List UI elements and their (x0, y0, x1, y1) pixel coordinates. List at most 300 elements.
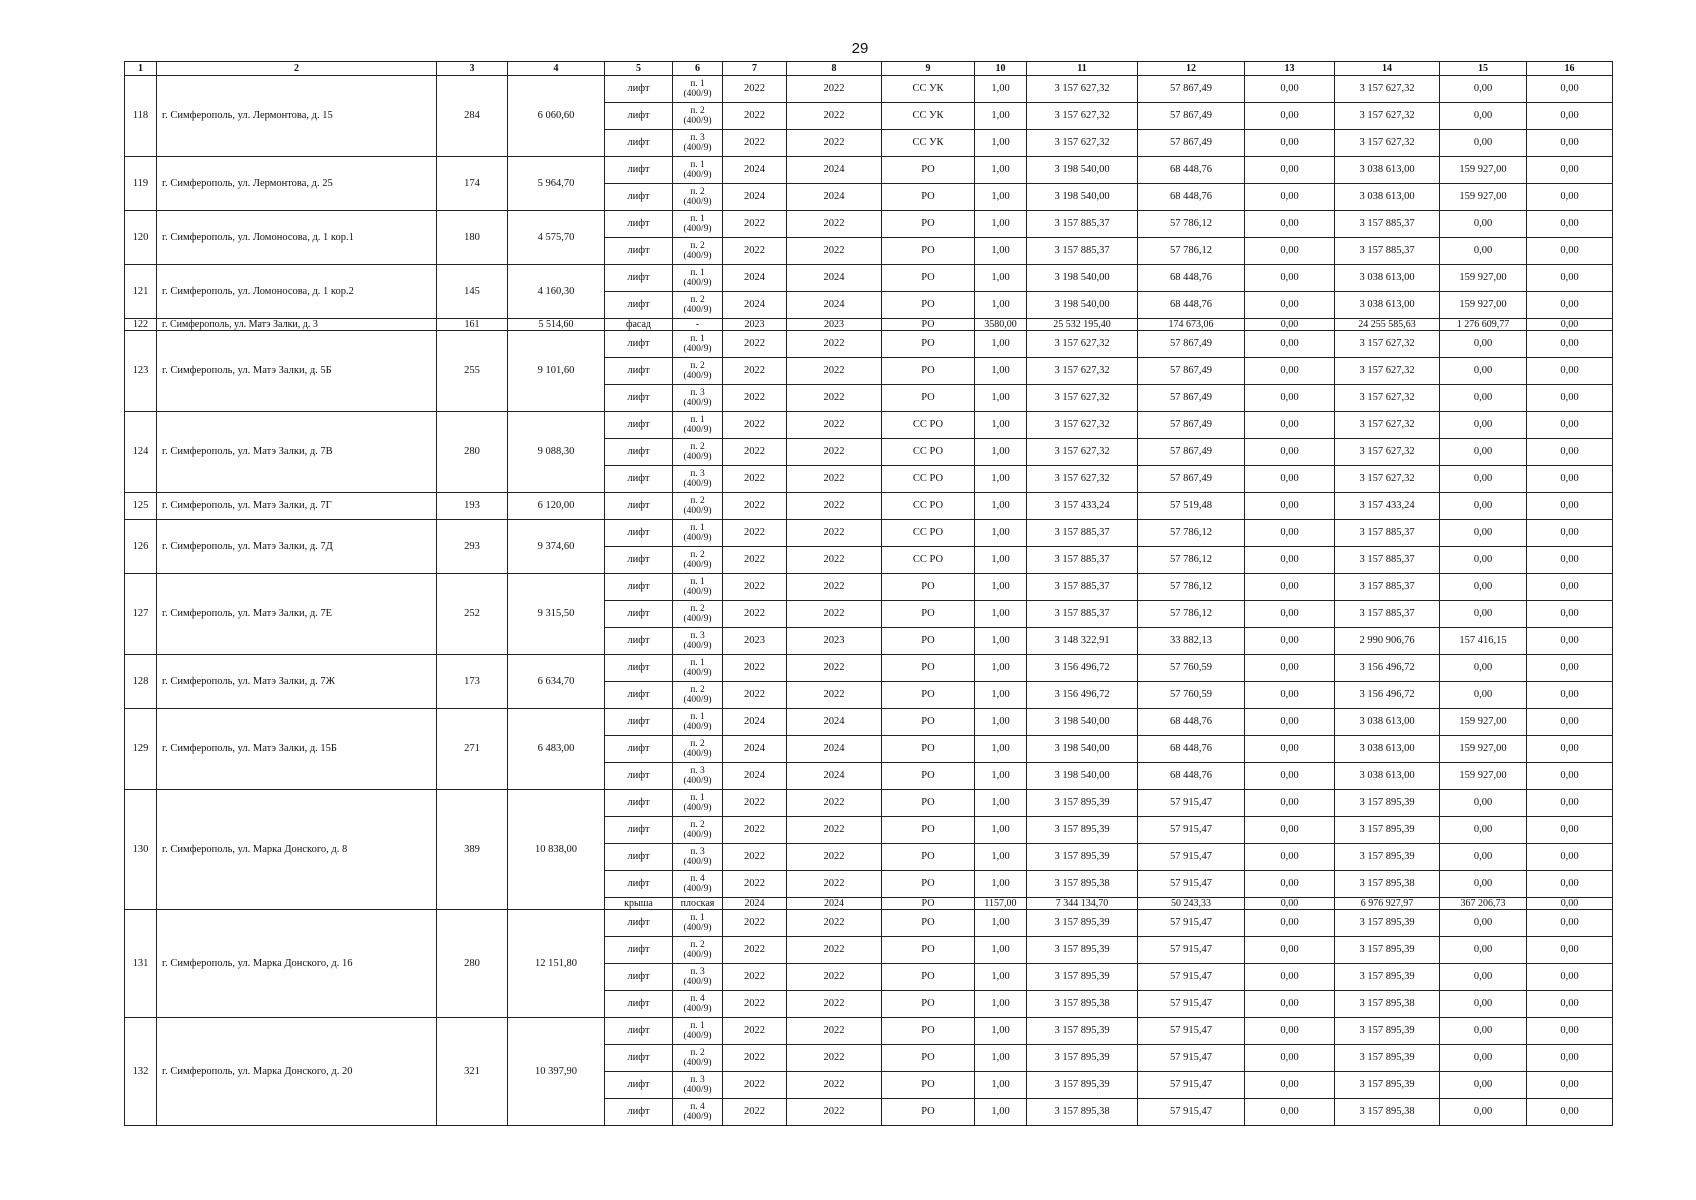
value-cell-9: РО (882, 292, 975, 319)
column-number-row (125, 62, 1613, 76)
entrance-number: п. 3 (690, 766, 705, 776)
value-cell-8: 2022 (787, 1072, 882, 1099)
value-cell-7: 2022 (723, 385, 787, 412)
table-row (125, 319, 1613, 331)
value-cell-16: 0,00 (1527, 1072, 1613, 1099)
value-cell-7: 2022 (723, 520, 787, 547)
work-type-cell: лифт (605, 103, 673, 130)
value-cell-14: 3 157 895,39 (1335, 1072, 1440, 1099)
work-type-cell: лифт (605, 358, 673, 385)
value-cell-9: РО (882, 1072, 975, 1099)
value-cell-7: 2022 (723, 844, 787, 871)
building-address-cell: г. Симферополь, ул. Матэ Залки, д. 7Д (157, 520, 437, 574)
building-number-cell: 125 (125, 493, 157, 520)
entrance-number: плоская (680, 897, 715, 909)
value-cell-16: 0,00 (1527, 157, 1613, 184)
value-cell-11: 3 157 627,32 (1027, 331, 1138, 358)
value-cell-8: 2024 (787, 898, 882, 910)
value-cell-12: 50 243,33 (1138, 898, 1245, 910)
value-cell-15: 0,00 (1440, 844, 1527, 871)
column-header: 12 (1138, 62, 1245, 76)
value-cell-8: 2024 (787, 736, 882, 763)
value-cell-12: 33 882,13 (1138, 628, 1245, 655)
work-type-cell: лифт (605, 844, 673, 871)
work-type-cell: лифт (605, 130, 673, 157)
work-type-cell: лифт (605, 709, 673, 736)
area-cell: 12 151,80 (508, 910, 605, 1018)
value-cell-13: 0,00 (1245, 1018, 1335, 1045)
value-cell-14: 3 038 613,00 (1335, 736, 1440, 763)
entrance-cell (673, 184, 723, 211)
entrance-cell (673, 709, 723, 736)
value-cell-8: 2022 (787, 439, 882, 466)
value-cell-14: 3 038 613,00 (1335, 184, 1440, 211)
value-cell-16: 0,00 (1527, 601, 1613, 628)
entrance-cell (673, 493, 723, 520)
value-cell-9: РО (882, 898, 975, 910)
value-cell-11: 3 157 627,32 (1027, 412, 1138, 439)
value-cell-10: 1,00 (975, 964, 1027, 991)
entrance-number: п. 2 (690, 442, 705, 452)
entrance-number: п. 2 (690, 940, 705, 950)
value-cell-8: 2022 (787, 238, 882, 265)
value-cell-11: 3 157 895,39 (1027, 964, 1138, 991)
apartments-cell: 280 (437, 910, 508, 1018)
entrance-number: п. 1 (690, 415, 705, 425)
value-cell-16: 0,00 (1527, 412, 1613, 439)
work-type-cell: лифт (605, 790, 673, 817)
value-cell-12: 68 448,76 (1138, 157, 1245, 184)
value-cell-15: 159 927,00 (1440, 736, 1527, 763)
value-cell-16: 0,00 (1527, 844, 1613, 871)
entrance-cell (673, 898, 723, 910)
value-cell-8: 2022 (787, 385, 882, 412)
entrance-number: п. 2 (690, 295, 705, 305)
value-cell-7: 2022 (723, 871, 787, 898)
value-cell-16: 0,00 (1527, 466, 1613, 493)
entrance-cell (673, 655, 723, 682)
value-cell-8: 2024 (787, 709, 882, 736)
table-row (125, 157, 1613, 184)
value-cell-12: 57 915,47 (1138, 937, 1245, 964)
value-cell-9: РО (882, 211, 975, 238)
value-cell-9: РО (882, 601, 975, 628)
value-cell-7: 2024 (723, 157, 787, 184)
value-cell-13: 0,00 (1245, 682, 1335, 709)
value-cell-10: 1157,00 (975, 898, 1027, 910)
value-cell-16: 0,00 (1527, 898, 1613, 910)
area-cell: 6 120,00 (508, 493, 605, 520)
building-address-cell: г. Симферополь, ул. Матэ Залки, д. 15Б (157, 709, 437, 790)
value-cell-15: 0,00 (1440, 871, 1527, 898)
building-address-cell: г. Симферополь, ул. Марка Донского, д. 16 (157, 910, 437, 1018)
entrance-spec: (400/9) (683, 587, 712, 597)
value-cell-11: 3 157 895,39 (1027, 1018, 1138, 1045)
entrance-cell (673, 265, 723, 292)
table-row (125, 910, 1613, 937)
value-cell-11: 3 156 496,72 (1027, 682, 1138, 709)
value-cell-16: 0,00 (1527, 76, 1613, 103)
value-cell-14: 3 157 895,38 (1335, 871, 1440, 898)
value-cell-16: 0,00 (1527, 871, 1613, 898)
building-address-cell: г. Симферополь, ул. Марка Донского, д. 20 (157, 1018, 437, 1126)
building-address-cell: г. Симферополь, ул. Матэ Залки, д. 5Б (157, 331, 437, 412)
entrance-cell (673, 1072, 723, 1099)
value-cell-11: 3 198 540,00 (1027, 157, 1138, 184)
value-cell-11: 3 157 627,32 (1027, 130, 1138, 157)
value-cell-11: 3 157 885,37 (1027, 520, 1138, 547)
building-number-cell: 122 (125, 319, 157, 331)
entrance-spec: (400/9) (683, 479, 712, 489)
value-cell-7: 2022 (723, 130, 787, 157)
value-cell-10: 1,00 (975, 466, 1027, 493)
column-header: 16 (1527, 62, 1613, 76)
value-cell-8: 2022 (787, 547, 882, 574)
building-address-cell: г. Симферополь, ул. Лермонтова, д. 25 (157, 157, 437, 211)
entrance-spec: (400/9) (683, 722, 712, 732)
value-cell-13: 0,00 (1245, 520, 1335, 547)
value-cell-11: 3 157 895,39 (1027, 1072, 1138, 1099)
apartments-cell: 280 (437, 412, 508, 493)
entrance-spec: (400/9) (683, 533, 712, 543)
value-cell-16: 0,00 (1527, 103, 1613, 130)
value-cell-15: 0,00 (1440, 817, 1527, 844)
value-cell-12: 57 915,47 (1138, 1099, 1245, 1126)
value-cell-11: 3 198 540,00 (1027, 709, 1138, 736)
entrance-spec: (400/9) (683, 923, 712, 933)
value-cell-9: РО (882, 937, 975, 964)
value-cell-15: 0,00 (1440, 439, 1527, 466)
value-cell-15: 0,00 (1440, 103, 1527, 130)
value-cell-16: 0,00 (1527, 790, 1613, 817)
work-type-cell: лифт (605, 1072, 673, 1099)
value-cell-12: 57 786,12 (1138, 520, 1245, 547)
value-cell-14: 3 157 895,39 (1335, 790, 1440, 817)
value-cell-11: 3 157 895,39 (1027, 790, 1138, 817)
area-cell: 6 483,00 (508, 709, 605, 790)
value-cell-15: 0,00 (1440, 790, 1527, 817)
entrance-spec: (400/9) (683, 371, 712, 381)
value-cell-15: 0,00 (1440, 358, 1527, 385)
entrance-cell (673, 844, 723, 871)
entrance-spec: (400/9) (683, 452, 712, 462)
work-type-cell: лифт (605, 211, 673, 238)
entrance-cell (673, 964, 723, 991)
value-cell-11: 3 157 885,37 (1027, 211, 1138, 238)
value-cell-16: 0,00 (1527, 655, 1613, 682)
value-cell-15: 0,00 (1440, 130, 1527, 157)
value-cell-14: 3 157 895,39 (1335, 910, 1440, 937)
entrance-spec: (400/9) (683, 695, 712, 705)
work-type-cell: фасад (605, 319, 673, 331)
value-cell-8: 2024 (787, 763, 882, 790)
value-cell-11: 3 157 885,37 (1027, 547, 1138, 574)
value-cell-15: 0,00 (1440, 682, 1527, 709)
value-cell-13: 0,00 (1245, 1072, 1335, 1099)
table-header (125, 62, 1613, 76)
value-cell-8: 2024 (787, 157, 882, 184)
value-cell-10: 1,00 (975, 790, 1027, 817)
value-cell-14: 3 038 613,00 (1335, 157, 1440, 184)
value-cell-14: 24 255 585,63 (1335, 319, 1440, 331)
table-row (125, 790, 1613, 817)
value-cell-8: 2022 (787, 130, 882, 157)
value-cell-14: 3 157 627,32 (1335, 358, 1440, 385)
entrance-cell (673, 331, 723, 358)
value-cell-9: РО (882, 1099, 975, 1126)
value-cell-12: 57 915,47 (1138, 790, 1245, 817)
value-cell-10: 1,00 (975, 937, 1027, 964)
value-cell-9: РО (882, 628, 975, 655)
value-cell-12: 57 915,47 (1138, 817, 1245, 844)
value-cell-10: 1,00 (975, 574, 1027, 601)
value-cell-10: 1,00 (975, 736, 1027, 763)
work-type-cell: лифт (605, 292, 673, 319)
work-type-cell: лифт (605, 682, 673, 709)
value-cell-8: 2023 (787, 319, 882, 331)
entrance-cell (673, 466, 723, 493)
value-cell-16: 0,00 (1527, 319, 1613, 331)
value-cell-9: РО (882, 817, 975, 844)
value-cell-11: 3 157 885,37 (1027, 238, 1138, 265)
work-type-cell: лифт (605, 265, 673, 292)
value-cell-11: 3 198 540,00 (1027, 292, 1138, 319)
entrance-spec: (400/9) (683, 89, 712, 99)
value-cell-14: 2 990 906,76 (1335, 628, 1440, 655)
value-cell-7: 2022 (723, 1099, 787, 1126)
value-cell-16: 0,00 (1527, 574, 1613, 601)
work-type-cell: лифт (605, 493, 673, 520)
value-cell-8: 2022 (787, 844, 882, 871)
work-type-cell: лифт (605, 763, 673, 790)
value-cell-13: 0,00 (1245, 898, 1335, 910)
column-header: 13 (1245, 62, 1335, 76)
area-cell: 10 838,00 (508, 790, 605, 910)
value-cell-13: 0,00 (1245, 412, 1335, 439)
value-cell-9: СС РО (882, 439, 975, 466)
entrance-number: п. 1 (690, 334, 705, 344)
entrance-number: п. 2 (690, 1048, 705, 1058)
table-row (125, 574, 1613, 601)
work-type-cell: лифт (605, 736, 673, 763)
value-cell-13: 0,00 (1245, 319, 1335, 331)
value-cell-7: 2022 (723, 601, 787, 628)
value-cell-13: 0,00 (1245, 964, 1335, 991)
value-cell-7: 2022 (723, 466, 787, 493)
value-cell-9: РО (882, 1018, 975, 1045)
value-cell-7: 2022 (723, 991, 787, 1018)
entrance-cell (673, 319, 723, 331)
value-cell-8: 2022 (787, 466, 882, 493)
entrance-spec: (400/9) (683, 197, 712, 207)
value-cell-15: 367 206,73 (1440, 898, 1527, 910)
value-cell-15: 0,00 (1440, 964, 1527, 991)
entrance-cell (673, 574, 723, 601)
apartments-cell: 293 (437, 520, 508, 574)
building-number-cell: 128 (125, 655, 157, 709)
entrance-spec: (400/9) (683, 425, 712, 435)
value-cell-9: РО (882, 709, 975, 736)
value-cell-9: РО (882, 736, 975, 763)
value-cell-11: 3 157 895,39 (1027, 844, 1138, 871)
entrance-number: п. 2 (690, 496, 705, 506)
value-cell-16: 0,00 (1527, 265, 1613, 292)
value-cell-13: 0,00 (1245, 439, 1335, 466)
column-header: 11 (1027, 62, 1138, 76)
area-cell: 5 964,70 (508, 157, 605, 211)
entrance-spec: (400/9) (683, 278, 712, 288)
work-type-cell: лифт (605, 157, 673, 184)
building-number-cell: 132 (125, 1018, 157, 1126)
value-cell-10: 1,00 (975, 1072, 1027, 1099)
area-cell: 4 575,70 (508, 211, 605, 265)
value-cell-8: 2022 (787, 358, 882, 385)
value-cell-12: 57 760,59 (1138, 655, 1245, 682)
entrance-cell (673, 1045, 723, 1072)
value-cell-10: 1,00 (975, 655, 1027, 682)
value-cell-15: 0,00 (1440, 547, 1527, 574)
entrance-number: п. 4 (690, 1102, 705, 1112)
entrance-number: п. 1 (690, 1021, 705, 1031)
value-cell-12: 57 786,12 (1138, 238, 1245, 265)
value-cell-10: 1,00 (975, 385, 1027, 412)
value-cell-15: 0,00 (1440, 520, 1527, 547)
area-cell: 9 374,60 (508, 520, 605, 574)
value-cell-7: 2024 (723, 763, 787, 790)
entrance-spec: (400/9) (683, 614, 712, 624)
building-number-cell: 123 (125, 331, 157, 412)
value-cell-10: 1,00 (975, 682, 1027, 709)
value-cell-14: 3 157 895,38 (1335, 991, 1440, 1018)
entrance-cell (673, 238, 723, 265)
apartments-cell: 252 (437, 574, 508, 655)
apartments-cell: 389 (437, 790, 508, 910)
value-cell-14: 3 157 895,39 (1335, 964, 1440, 991)
value-cell-13: 0,00 (1245, 1099, 1335, 1126)
value-cell-7: 2022 (723, 964, 787, 991)
value-cell-14: 3 157 627,32 (1335, 103, 1440, 130)
work-type-cell: лифт (605, 655, 673, 682)
value-cell-13: 0,00 (1245, 157, 1335, 184)
value-cell-12: 57 867,49 (1138, 331, 1245, 358)
building-address-cell: г. Симферополь, ул. Матэ Залки, д. 7Г (157, 493, 437, 520)
value-cell-10: 1,00 (975, 817, 1027, 844)
value-cell-9: РО (882, 871, 975, 898)
entrance-number: п. 1 (690, 160, 705, 170)
value-cell-11: 3 157 627,32 (1027, 466, 1138, 493)
entrance-number: п. 2 (690, 187, 705, 197)
value-cell-14: 3 157 895,39 (1335, 1045, 1440, 1072)
value-cell-12: 57 915,47 (1138, 871, 1245, 898)
value-cell-7: 2022 (723, 211, 787, 238)
value-cell-16: 0,00 (1527, 520, 1613, 547)
work-type-cell: лифт (605, 628, 673, 655)
value-cell-7: 2022 (723, 1045, 787, 1072)
value-cell-12: 68 448,76 (1138, 763, 1245, 790)
value-cell-12: 57 915,47 (1138, 844, 1245, 871)
value-cell-9: РО (882, 763, 975, 790)
value-cell-11: 3 157 895,38 (1027, 991, 1138, 1018)
work-type-cell: лифт (605, 937, 673, 964)
value-cell-7: 2022 (723, 331, 787, 358)
entrance-spec: (400/9) (683, 857, 712, 867)
value-cell-9: РО (882, 319, 975, 331)
value-cell-9: РО (882, 265, 975, 292)
page-number: 29 (851, 40, 869, 57)
value-cell-13: 0,00 (1245, 331, 1335, 358)
value-cell-8: 2022 (787, 682, 882, 709)
value-cell-11: 3 157 895,38 (1027, 1099, 1138, 1126)
entrance-number: п. 4 (690, 994, 705, 1004)
value-cell-10: 1,00 (975, 547, 1027, 574)
value-cell-15: 0,00 (1440, 76, 1527, 103)
value-cell-9: СС УК (882, 130, 975, 157)
value-cell-15: 0,00 (1440, 1045, 1527, 1072)
value-cell-10: 1,00 (975, 601, 1027, 628)
value-cell-13: 0,00 (1245, 238, 1335, 265)
value-cell-7: 2022 (723, 1018, 787, 1045)
entrance-cell (673, 1099, 723, 1126)
value-cell-14: 3 157 885,37 (1335, 520, 1440, 547)
value-cell-14: 3 038 613,00 (1335, 292, 1440, 319)
value-cell-16: 0,00 (1527, 991, 1613, 1018)
column-header: 10 (975, 62, 1027, 76)
value-cell-7: 2022 (723, 547, 787, 574)
work-type-cell: крыша (605, 898, 673, 910)
value-cell-13: 0,00 (1245, 103, 1335, 130)
entrance-spec: (400/9) (683, 830, 712, 840)
value-cell-8: 2022 (787, 790, 882, 817)
value-cell-14: 3 157 885,37 (1335, 238, 1440, 265)
building-number-cell: 131 (125, 910, 157, 1018)
value-cell-12: 57 786,12 (1138, 574, 1245, 601)
value-cell-14: 3 157 627,32 (1335, 412, 1440, 439)
value-cell-11: 3 157 627,32 (1027, 76, 1138, 103)
value-cell-15: 0,00 (1440, 466, 1527, 493)
value-cell-12: 68 448,76 (1138, 709, 1245, 736)
value-cell-10: 3580,00 (975, 319, 1027, 331)
apartments-cell: 255 (437, 331, 508, 412)
value-cell-7: 2024 (723, 736, 787, 763)
value-cell-12: 68 448,76 (1138, 736, 1245, 763)
value-cell-13: 0,00 (1245, 628, 1335, 655)
entrance-number: п. 1 (690, 79, 705, 89)
value-cell-10: 1,00 (975, 358, 1027, 385)
column-header: 3 (437, 62, 508, 76)
value-cell-9: СС РО (882, 493, 975, 520)
entrance-cell (673, 1018, 723, 1045)
entrance-cell (673, 76, 723, 103)
entrance-number: п. 3 (690, 967, 705, 977)
entrance-cell (673, 736, 723, 763)
value-cell-15: 0,00 (1440, 655, 1527, 682)
value-cell-15: 159 927,00 (1440, 265, 1527, 292)
value-cell-12: 57 915,47 (1138, 1072, 1245, 1099)
value-cell-7: 2022 (723, 493, 787, 520)
value-cell-11: 3 157 627,32 (1027, 358, 1138, 385)
value-cell-7: 2022 (723, 817, 787, 844)
building-number-cell: 120 (125, 211, 157, 265)
apartments-cell: 321 (437, 1018, 508, 1126)
table-row (125, 331, 1613, 358)
value-cell-14: 3 156 496,72 (1335, 682, 1440, 709)
value-cell-13: 0,00 (1245, 574, 1335, 601)
value-cell-10: 1,00 (975, 184, 1027, 211)
entrance-number: п. 2 (690, 106, 705, 116)
column-header: 15 (1440, 62, 1527, 76)
value-cell-12: 57 915,47 (1138, 1045, 1245, 1072)
value-cell-12: 57 867,49 (1138, 103, 1245, 130)
